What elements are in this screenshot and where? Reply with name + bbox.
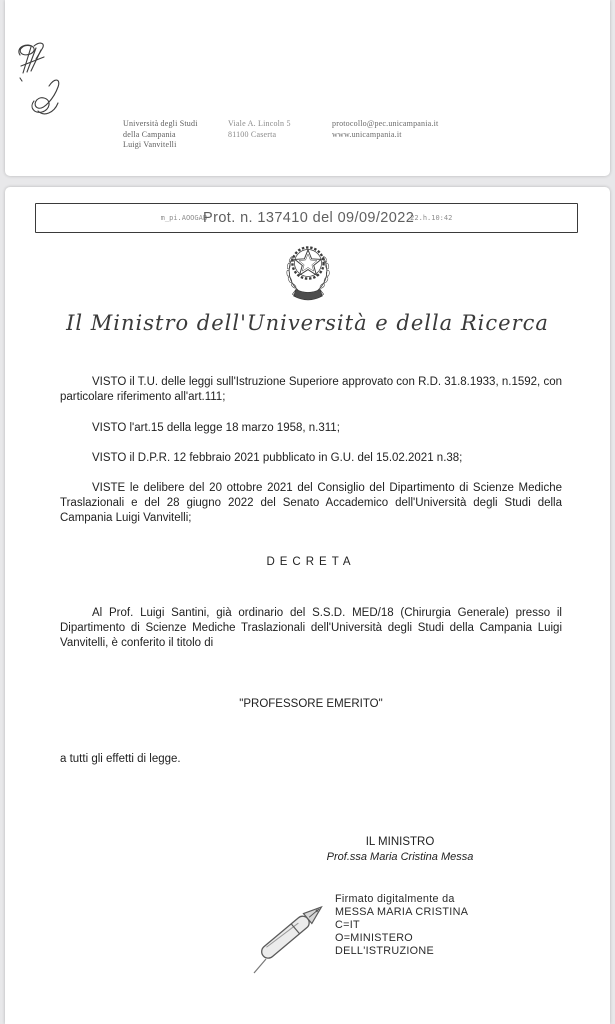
university-name [123, 119, 198, 151]
letterhead-page [5, 0, 610, 176]
digital-signature-line: O=MINISTERO [335, 932, 413, 944]
website-url: www.unicampania.it [332, 129, 402, 139]
stamp-registry-code: m_pi.AOOGAB [160, 214, 208, 222]
address-line: Viale A. Lincoln 5 [228, 119, 291, 128]
stamp-timestamp: 22.h.10:42 [410, 214, 453, 222]
protocol-number: Prot. n. 137410 del 09/09/2022 [203, 210, 415, 226]
minister-role: IL MINISTRO [365, 836, 435, 848]
fountain-pen-icon [248, 885, 336, 977]
digital-signature-line: DELL'ISTRUZIONE [335, 945, 434, 957]
visto-paragraph-1: VISTO il T.U. delle leggi sull'Istruzione Superiore approvato con R.D. 31.8.1933, n.1592, con particolare riferimento all'art.111; [60, 376, 562, 403]
address-line: 81100 Caserta [228, 129, 277, 139]
visto-paragraph-2: VISTO l'art.15 della legge 18 marzo 1958, n.311; [92, 422, 340, 434]
decreta-heading: DECRETA [266, 556, 356, 568]
conferred-title: "PROFESSORE EMERITO" [239, 698, 383, 710]
university-name-line: Università degli Studi [123, 119, 198, 128]
digital-signature-block [335, 893, 468, 958]
digital-signature-line: MESSA MARIA CRISTINA [335, 906, 469, 918]
legal-effects-line: a tutti gli effetti di legge. [60, 753, 181, 765]
handwritten-scribble-icon [13, 40, 75, 122]
republic-emblem-icon [278, 239, 338, 305]
university-name-line: della Campania [123, 129, 176, 139]
minister-signature-block [245, 835, 555, 865]
minister-name: Prof.ssa Maria Cristina Messa [326, 851, 474, 863]
university-contacts [332, 119, 438, 140]
visto-paragraph-3: VISTO il D.P.R. 12 febbraio 2021 pubblicato in G.U. del 15.02.2021 n.38; [92, 452, 463, 464]
viste-paragraph: VISTE le delibere del 20 ottobre 2021 del Consiglio del Dipartimento di Scienze Mediche Traslazionali e del 28 giugno 2022 del Senato Accademico dell'Università degli Studi della Campania Luigi Vanvitelli; [60, 482, 562, 524]
pec-email: protocollo@pec.unicampania.it [332, 119, 439, 128]
minister-office-title: Il Ministro dell'Università e della Ricerca [66, 311, 549, 335]
italian-republic-emblem [5, 239, 610, 310]
conferral-paragraph: Al Prof. Luigi Santini, già ordinario del S.S.D. MED/18 (Chirurgia Generale) presso il Dipartimento di Scienze Mediche Traslazionali dell'Università degli Studi della Campania Luigi Vanvitelli, è conferito il titolo di [60, 607, 562, 649]
digital-signature-line: Firmato digitalmente da [335, 893, 455, 905]
protocol-stamp [35, 203, 578, 233]
university-name-line: Luigi Vanvitelli [123, 140, 177, 149]
university-address [228, 119, 291, 140]
digital-signature-line: C=IT [335, 919, 360, 931]
decree-page [5, 187, 610, 1024]
